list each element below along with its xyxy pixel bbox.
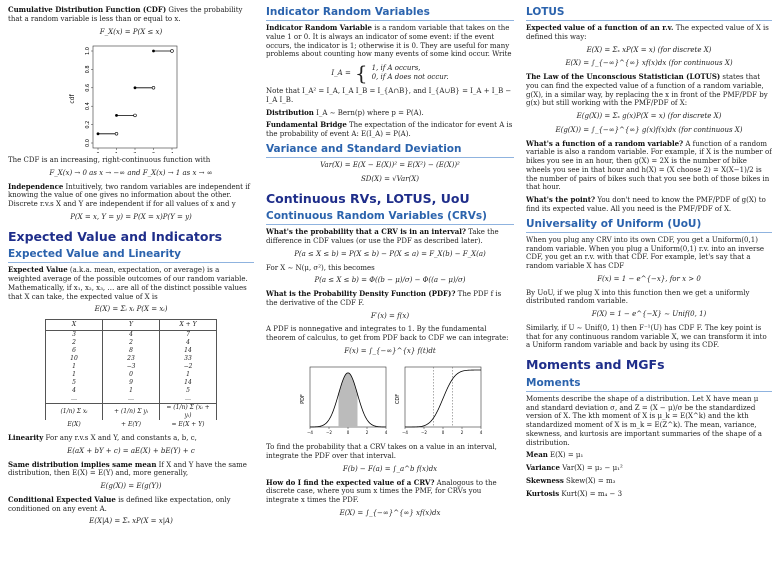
plot-x-tick-label: 2 [460,429,464,435]
table-row [46,387,217,395]
indicator-paragraph: Indicator Random Variable is a random variable that takes on the value 1 or 0. It is always an indicator of some event: if the event occurs, the indicator is 1; otherwise it is 0. They are useful for many problems about counting how many events of some kind occur. Write [266,23,512,59]
cdf-curve [405,370,481,427]
cdf-y-tick-label: 1.0 [85,47,91,56]
cdf-closed-point [134,87,137,90]
table-cell: 7 [160,331,217,340]
section-moments-mgfs: Moments and MGFs [526,357,665,372]
table-cell: 5 [46,379,103,387]
indicator-case-2: 0, if A does not occur. [371,73,449,82]
cdf-x-tick-label [133,152,136,153]
table-expect-x: E(X) [67,421,81,428]
table-row [46,363,217,371]
table-cell: 1 [46,363,103,371]
interval-question: What's the probability that a CRV is in an interval? Take the difference in CDF values (or use the PDF as described later). [266,227,499,245]
table-expect-xy: = E(X + Y) [171,421,205,428]
uou-uniform-equation: F(X) = 1 − e^{−X} ∼ Unif(0, 1) [591,310,707,318]
indicator-distribution: Distribution I_A ∼ Bern(p) where p = P(A). [266,107,424,117]
plot-x-tick-label: −2 [421,429,427,435]
table-cell: 14 [160,347,217,355]
cdf-closed-point [97,133,100,136]
cdf-y-tick-label: 0.8 [85,65,91,74]
plot-x-tick-label: −2 [326,429,332,435]
moments-paragraph: Moments describe the shape of a distribution. Let X have mean μ and standard deviation σ, and Z = (X − μ)/σ be the standardized version of X. The kth moment of X is μ_k = E(X^k) and the kth standardized moment of X is m_k = E(Z^k). The mean, variance, skewness, and kurtosis are important summaries of the shape of a distribution. [526,394,762,447]
pdf-cdf-plots [266,361,514,441]
table-cell: 23 [103,355,160,363]
uou-cdf-equation: F(x) = 1 − e^{−x}, for x > 0 [597,274,701,283]
lotus-discrete-equation: E(X) = Σₓ xP(X = x) (for discrete X) [586,45,712,54]
subsection-expected-value-linearity: Expected Value and Linearity [8,248,254,263]
function-rv-paragraph: What's a function of a random variable? A function of a random variable is also a random variable. For example, if X is the number of bikes you see in an hour, then g(X) = 2X is the number of bike wheels you see in that hour and h(X) = (X choose 2) = X(X−1)/2 is the number of pairs of bikes such that you see both of those bikes in that hour. [526,138,772,192]
plot-x-tick-label: 2 [365,429,369,435]
cdf-limits-equation: F_X(x) → 0 as x → −∞ and F_X(x) → 1 as x → ∞ [49,168,213,177]
plot-x-tick-label: −4 [307,429,313,435]
cdf-open-point [152,87,155,90]
expected-value-paragraph: Expected Value (a.k.a. mean, expectation, or average) is a weighted average of the possible outcomes of our random variable. Mathematically, if x₁, x₂, x₃, … are all of the distinct possible values that X can take, the expected value of X is [8,265,248,301]
plot-x-tick-label: 4 [479,429,483,435]
table-cell: 8 [103,347,160,355]
cdf-y-tick-label: 0.2 [85,120,91,129]
table-row [46,379,217,387]
table-cell: 4 [46,387,103,395]
table-row [46,339,217,347]
table-cell: 4 [160,339,217,347]
table-row [46,395,217,404]
conditional-ev-equation: E(X|A) = Σₓ xP(X = x|A) [89,517,173,526]
table-expect-y: + E(Y) [121,421,141,428]
plot-x-tick-label: −4 [402,429,408,435]
table-cell: 3 [46,331,103,340]
linearity-equation: E(aX + bY + c) = aE(X) + bE(Y) + c [67,446,195,455]
sd-equation: SD(X) = √Var(X) [360,174,419,183]
subsection-indicator-rvs: Indicator Random Variables [266,6,514,21]
plot-x-tick-label: 0 [441,429,445,435]
plot-x-tick-label: 0 [346,429,350,435]
table-header-y: Y [103,320,160,331]
indicator-cases [266,61,514,86]
cdf-closed-point [115,114,118,117]
table-cell: 1 [103,387,160,395]
cdf-description: The CDF is an increasing, right-continuous function with [8,156,211,164]
column-1 [8,6,254,571]
uou-paragraph-2: By UoU, if we plug X into this function then we get a uniformly distributed random variable. [526,288,750,306]
cdf-x-tick-label [170,152,173,153]
table-cell: 33 [160,355,217,363]
pdf-paragraph: A PDF is nonnegative and integrates to 1. By the fundamental theorem of calculus, to get from PDF back to CDF we can integrate: [266,325,509,342]
table-cell: 2 [46,339,103,347]
cdf-equation: F_X(x) = P(X ≤ x) [99,27,163,36]
table-cell: 0 [103,371,160,379]
variance-line: Variance Var(X) = μ₂ − μ₁² [526,463,623,472]
table-sum-y: + (1/n) Σ yᵢ [103,404,160,421]
table-cell: 1 [46,371,103,379]
variance-equation: Var(X) = E(X − E(X))² = E(X²) − (E(X))² [320,161,460,169]
table-cell: … [103,395,160,404]
law-discrete-equation: E(g(X)) = Σₓ g(x)P(X = x) (for discrete X) [576,112,722,121]
table-sum-xy: = (1/n) Σ (xᵢ + yᵢ) [160,404,217,421]
cdf-open-point [134,114,137,117]
cdf-x-tick-label [96,152,99,153]
cdf-x-tick-label [115,152,118,153]
subsection-variance: Variance and Standard Deviation [266,143,514,158]
cdf-y-tick-label: 0.0 [85,139,91,148]
table-cell: … [160,395,217,404]
table-row [46,355,217,363]
table-cell: … [46,395,103,404]
subsection-uou: Universality of Uniform (UoU) [526,218,772,233]
section-continuous-rvs: Continuous RVs, LOTUS, UoU [266,190,470,206]
table-cell: 2 [103,339,160,347]
cdf-y-tick-label: 0.6 [85,84,91,93]
cdf-step-plot [8,41,254,153]
cdf-open-point [171,50,174,53]
table-cell: 14 [160,379,217,387]
lotus-continuous-equation: E(X) = ∫_{−∞}^{∞} xf(x)dx (for continuous X) [565,59,733,68]
section-expected-value: Expected Value and Indicators [8,228,223,244]
cdf-plot-frame [93,46,177,148]
interval-equation: P(a ≤ X ≤ b) = P(X ≤ b) − P(X ≤ a) = F_X(b) − F_X(a) [294,249,486,258]
table-cell: 6 [46,347,103,355]
subsection-crvs: Continuous Random Variables (CRVs) [266,210,514,225]
indicator-case-list [372,64,449,82]
table-cell: 1 [160,371,217,379]
cdf-open-point [115,133,118,136]
mean-line: Mean E(X) = μ₁ [526,450,584,460]
table-header-xy: X + Y [160,320,217,331]
find-probability-paragraph: To find the probability that a CRV takes on a value in an interval, integrate the PDF over that interval. [266,443,497,460]
conditional-ev-paragraph: Conditional Expected Value is defined like expectation, only conditioned on any event A. [8,494,231,513]
pdf-derivative-equation: F′(x) = f(x) [370,311,410,320]
same-distribution-equation: E(g(X)) = E(g(Y)) [100,482,162,490]
whats-the-point-paragraph: What's the point? You don't need to know the PMF/PDF of g(X) to find its expected value. All you need is the PMF/PDF of X. [526,195,766,213]
law-unconscious-paragraph: The Law of the Unconscious Statistician (LOTUS) states that you can find the expected value of a function of a random variable, g(X), in a similar way, by replacing the x in front of the PMF/PDF by g(x) but still working with the PMF/PDF of X: [526,72,768,108]
table-cell: −3 [103,363,160,371]
brace-icon: { [354,61,368,86]
cdf-closed-point [152,50,155,53]
table-row [46,347,217,355]
normal-equation: P(a ≤ X ≤ b) = Φ((b − μ)/σ) − Φ((a − μ)/σ) [314,276,466,285]
cdf-x-tick-label [152,152,155,153]
column-3 [526,6,772,571]
independence-equation: P(X = x, Y = y) = P(X = x)P(Y = y) [70,212,192,221]
pdf-question: What is the Probability Density Function (PDF)? The PDF f is the derivative of the CDF F. [266,289,502,307]
linearity-table [45,319,217,430]
find-probability-equation: F(b) − F(a) = ∫_a^b f(x)dx [342,464,438,473]
law-continuous-equation: E(g(X)) = ∫_{−∞}^{∞} g(x)f(x)dx (for continuous X) [555,125,743,134]
cdf-plot-ylabel-right: CDF [395,393,401,404]
indicator-note: Note that I_A² = I_A, I_A I_B = I_{A∩B}, and I_{A∪B} = I_A + I_B − I_A I_B. [266,87,512,104]
expected-crv-question: How do I find the expected value of a CRV? Analogous to the discrete case, where you sum x times the PMF, for CRVs you integrate x times the PDF. [266,477,497,504]
indicator-lhs: I_A = [331,68,351,77]
table-cell: 9 [103,379,160,387]
subsection-lotus: LOTUS [526,6,772,21]
table-cell: 4 [103,331,160,340]
cdf-plot-ylabel: cdf [69,94,76,104]
kurtosis-line: Kurtosis Kurt(X) = m₄ − 3 [526,488,623,498]
skewness-line: Skewness Skew(X) = m₃ [526,475,616,485]
plot-frame [405,367,481,427]
linearity-paragraph: Linearity For any r.v.s X and Y, and constants a, b, c, [8,433,197,442]
plot-x-tick-label: 4 [384,429,388,435]
subsection-moments: Moments [526,377,772,392]
column-2 [266,6,514,571]
pdf-shaded-area [339,372,358,426]
same-distribution-paragraph: Same distribution implies same mean If X and Y have the same distribution, then E(X) = E(Y) and, more generally, [8,459,247,478]
pdf-integral-equation: F(x) = ∫_{−∞}^{x} f(t)dt [344,346,436,355]
table-cell: 10 [46,355,103,363]
uou-paragraph: When you plug any CRV into its own CDF, you get a Uniform(0,1) random variable. When you plug a Uniform(0,1) r.v. into an inverse CDF, you get an r.v. with that CDF. For example, let's say that a random variable X has CDF [526,235,765,270]
lotus-paragraph: Expected value of a function of an r.v. The expected value of X is defined this way: [526,23,769,41]
cdf-paragraph: Cumulative Distribution Function (CDF) Gives the probability that a random variable is less than or equal to x. [8,6,243,23]
pdf-plot-ylabel: PDF [300,393,306,404]
expected-crv-equation: E(X) = ∫_{−∞}^{∞} xf(x)dx [339,508,441,517]
table-cell: −2 [160,363,217,371]
uou-paragraph-3: Similarly, if U ∼ Unif(0, 1) then F⁻¹(U) has CDF F. The key point is that for any continuous random variable X, we can transform it into a Uniform random variable and back by using its CDF. [526,323,767,350]
table-cell: 5 [160,387,217,395]
expected-value-equation: E(X) = Σᵢ xᵢ P(X = xᵢ) [94,305,168,314]
table-row [46,371,217,379]
table-sum-x: (1/n) Σ xᵢ [46,404,103,421]
table-row [46,331,217,340]
cdf-y-tick-label: 0.4 [85,102,91,111]
indicator-case-1: 1, if A occurs, [371,64,421,73]
independence-paragraph: Independence Intuitively, two random variables are independent if knowing the value of one gives no information about the other. Discrete r.v.s X and Y are independent if for all values of x and y [8,181,251,208]
normal-paragraph: For X ∼ N(μ, σ²), this becomes [266,263,375,272]
table-header-x: X [46,320,103,331]
fundamental-bridge: Fundamental Bridge The expectation of the indicator for event A is the probability of event A: E(I_A) = P(A). [266,120,513,139]
